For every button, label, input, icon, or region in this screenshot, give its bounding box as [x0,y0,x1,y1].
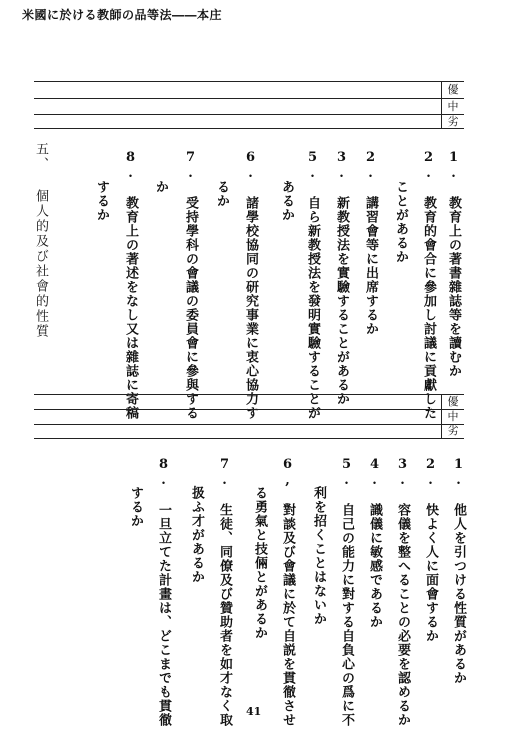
rating-labels [441,394,464,438]
item-line: 2. 講習會等に出席するか [363,150,378,336]
item-line-cont: するか [128,486,143,528]
rating-line [34,394,464,395]
item-line: 5. 自己の能力に對する自負心の爲に不 [339,457,354,727]
item-line-cont: か [153,180,168,194]
rating-line [34,98,464,99]
item-line: 4. 識儀に敏感であるか [367,457,382,629]
rating-poor: 劣 [447,424,459,437]
item-line: 8. 一旦立てた計畫は、どこまでも貫徹 [156,457,171,727]
item-line: 6, 對談及び會議に於て自説を貫徹させ [280,457,295,727]
running-title: 米國に於ける教師の品等法――本庄 [22,8,223,22]
item-line: 5. 自ら新教授法を發明實驗することが [305,150,320,420]
rating-average: 中 [447,100,459,113]
item-line-cont: る勇氣と技倆とがあるか [252,486,267,640]
item-line-cont: あるか [279,180,294,222]
item-line: 6. 諸學校協同の研究事業に衷心協力す [243,150,258,420]
section-heading: 五、 個人的及び社會的性質 [33,142,48,339]
item-line-cont: するか [94,180,109,222]
rating-average: 中 [447,410,459,423]
rating-excellent: 優 [447,83,459,96]
rating-excellent: 優 [447,395,459,408]
item-line: 1. 教育上の著書雜誌等を讀むか [446,150,461,378]
item-line: 3. 容儀を整へることの必要を認めるか [395,457,410,727]
item-line: 1. 他人を引つける性質があるか [451,457,466,685]
item-line: 8. 教育上の著述をなし又は雜誌に寄稿 [123,150,138,420]
item-line: 3. 新教授法を實驗することがあるか [334,150,349,406]
rating-labels [441,81,464,128]
item-line-cont: 利を招くことはないか [311,486,326,626]
rating-line [34,424,464,425]
rating-line [34,409,464,410]
item-line-cont: 扱ふ才があるか [189,486,204,584]
rating-line [34,81,464,82]
rating-line [34,114,464,115]
page-number: 41 [246,705,262,718]
item-line: 7. 生徒、同僚及び贊助者を如才なく取 [217,457,232,727]
rating-line [34,128,464,129]
item-line: 2. 教育的會合に參加し討議に貢獻した [421,150,436,420]
item-line-cont: ことがあるか [393,180,408,264]
rating-poor: 劣 [447,115,459,128]
item-line: 2. 快よく人に面會するか [423,457,438,643]
item-line: 7. 受持學科の會議の委員會に參與する [183,150,198,420]
rating-line [34,438,464,439]
item-line-cont: るか [214,180,229,208]
